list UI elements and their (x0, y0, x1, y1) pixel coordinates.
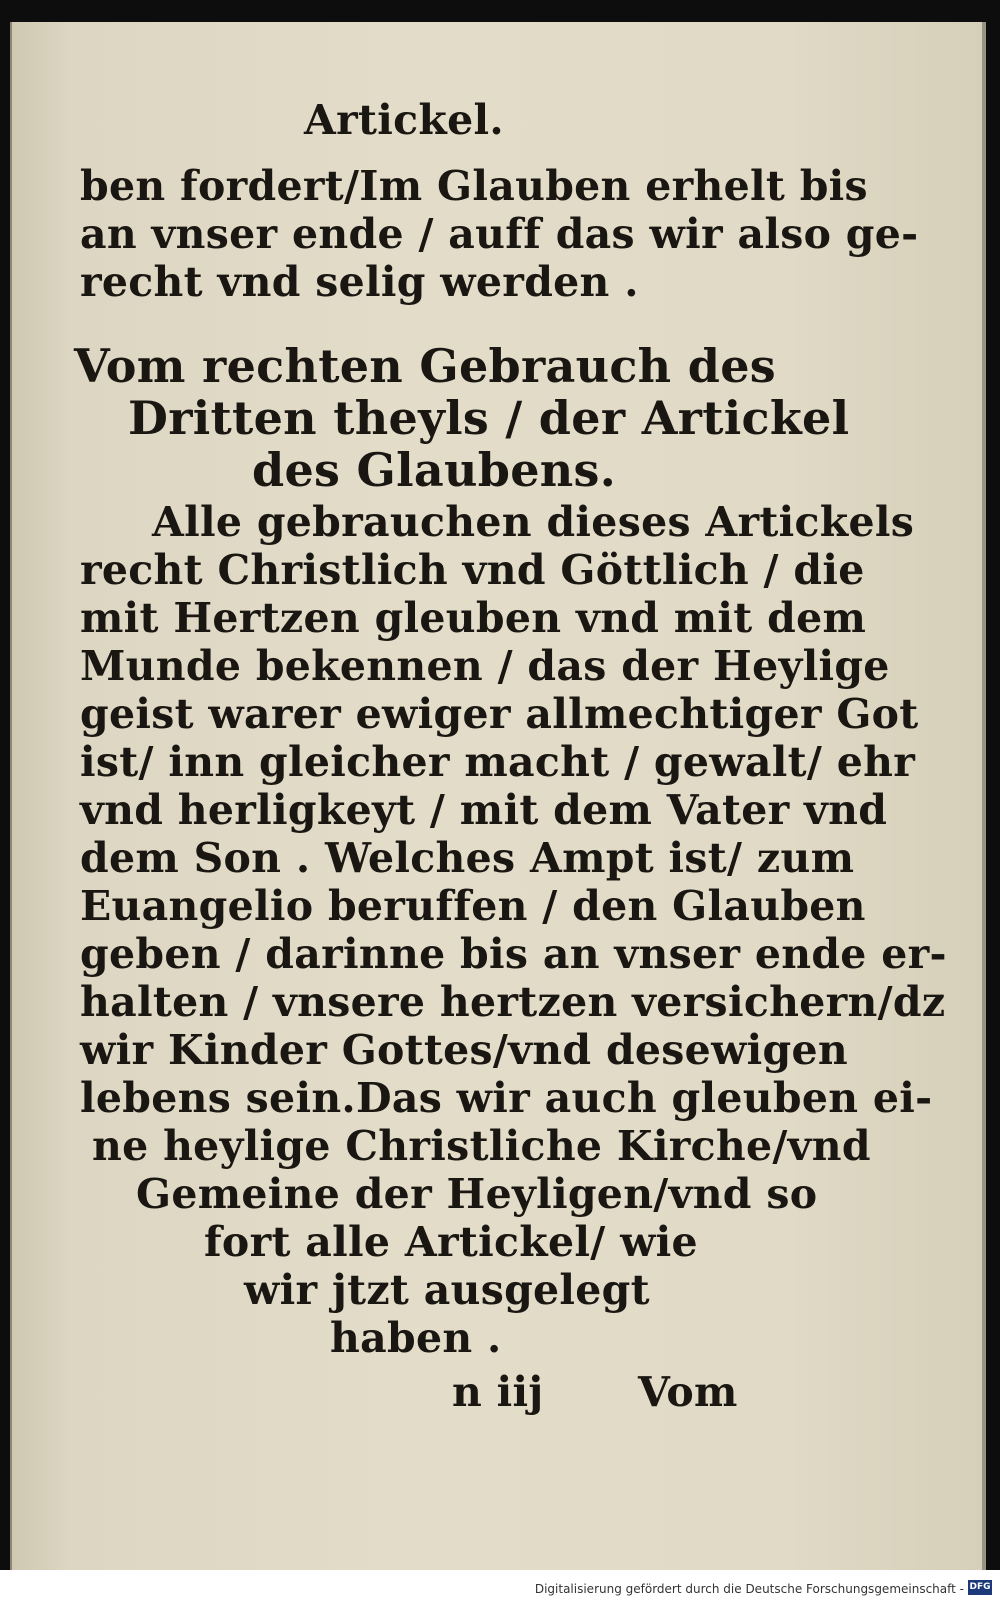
text-line: mit Hertzen gleuben vnd mit dem (80, 594, 867, 642)
running-header: Artickel. (304, 96, 504, 144)
text-line: Gemeine der Heyligen/vnd so (136, 1170, 818, 1218)
text-line: Euangelio beruffen / den Glauben (80, 882, 866, 930)
footer-bar (0, 1570, 1000, 1623)
text-line: geben / darinne bis an vnser ende er- (80, 930, 947, 978)
text-line: Munde bekennen / das der Heylige (80, 642, 890, 690)
funding-credit: Digitalisierung gefördert durch die Deutsche Forschungsgemeinschaft - (534, 1582, 964, 1596)
text-line: fort alle Artickel/ wie (204, 1218, 698, 1266)
text-line: geist warer ewiger allmechtiger Got (80, 690, 919, 738)
text-line: wir Kinder Gottes/vnd desewigen (80, 1026, 848, 1074)
text-line: Alle gebrauchen dieses Artickels (152, 498, 915, 546)
text-line: recht vnd selig werden . (80, 258, 639, 306)
dfg-logo: DFG (968, 1580, 992, 1595)
text-line: wir jtzt ausgelegt (244, 1266, 650, 1314)
text-line: lebens sein.Das wir auch gleuben ei- (80, 1074, 933, 1122)
text-line: haben . (330, 1314, 502, 1362)
text-line: ben fordert/Im Glauben erhelt bis (80, 162, 868, 210)
text-line: halten / vnsere hertzen versichern/dz (80, 978, 946, 1026)
catchword: Vom (638, 1368, 738, 1416)
text-line: ist/ inn gleicher macht / gewalt/ ehr (80, 738, 916, 786)
text-line: dem Son . Welches Ampt ist/ zum (80, 834, 855, 882)
section-heading: Dritten theyls / der Artickel (128, 391, 850, 445)
text-line: recht Christlich vnd Göttlich / die (80, 546, 865, 594)
section-heading: Vom rechten Gebrauch des (74, 339, 776, 393)
text-line: an vnser ende / auff das wir also ge- (80, 210, 919, 258)
text-line: vnd herligkeyt / mit dem Vater vnd (80, 786, 888, 834)
signature-mark: n iij (452, 1368, 544, 1416)
section-heading: des Glaubens. (252, 443, 617, 497)
book-page (10, 22, 986, 1570)
text-line: ne heylige Christliche Kirche/vnd (92, 1122, 871, 1170)
